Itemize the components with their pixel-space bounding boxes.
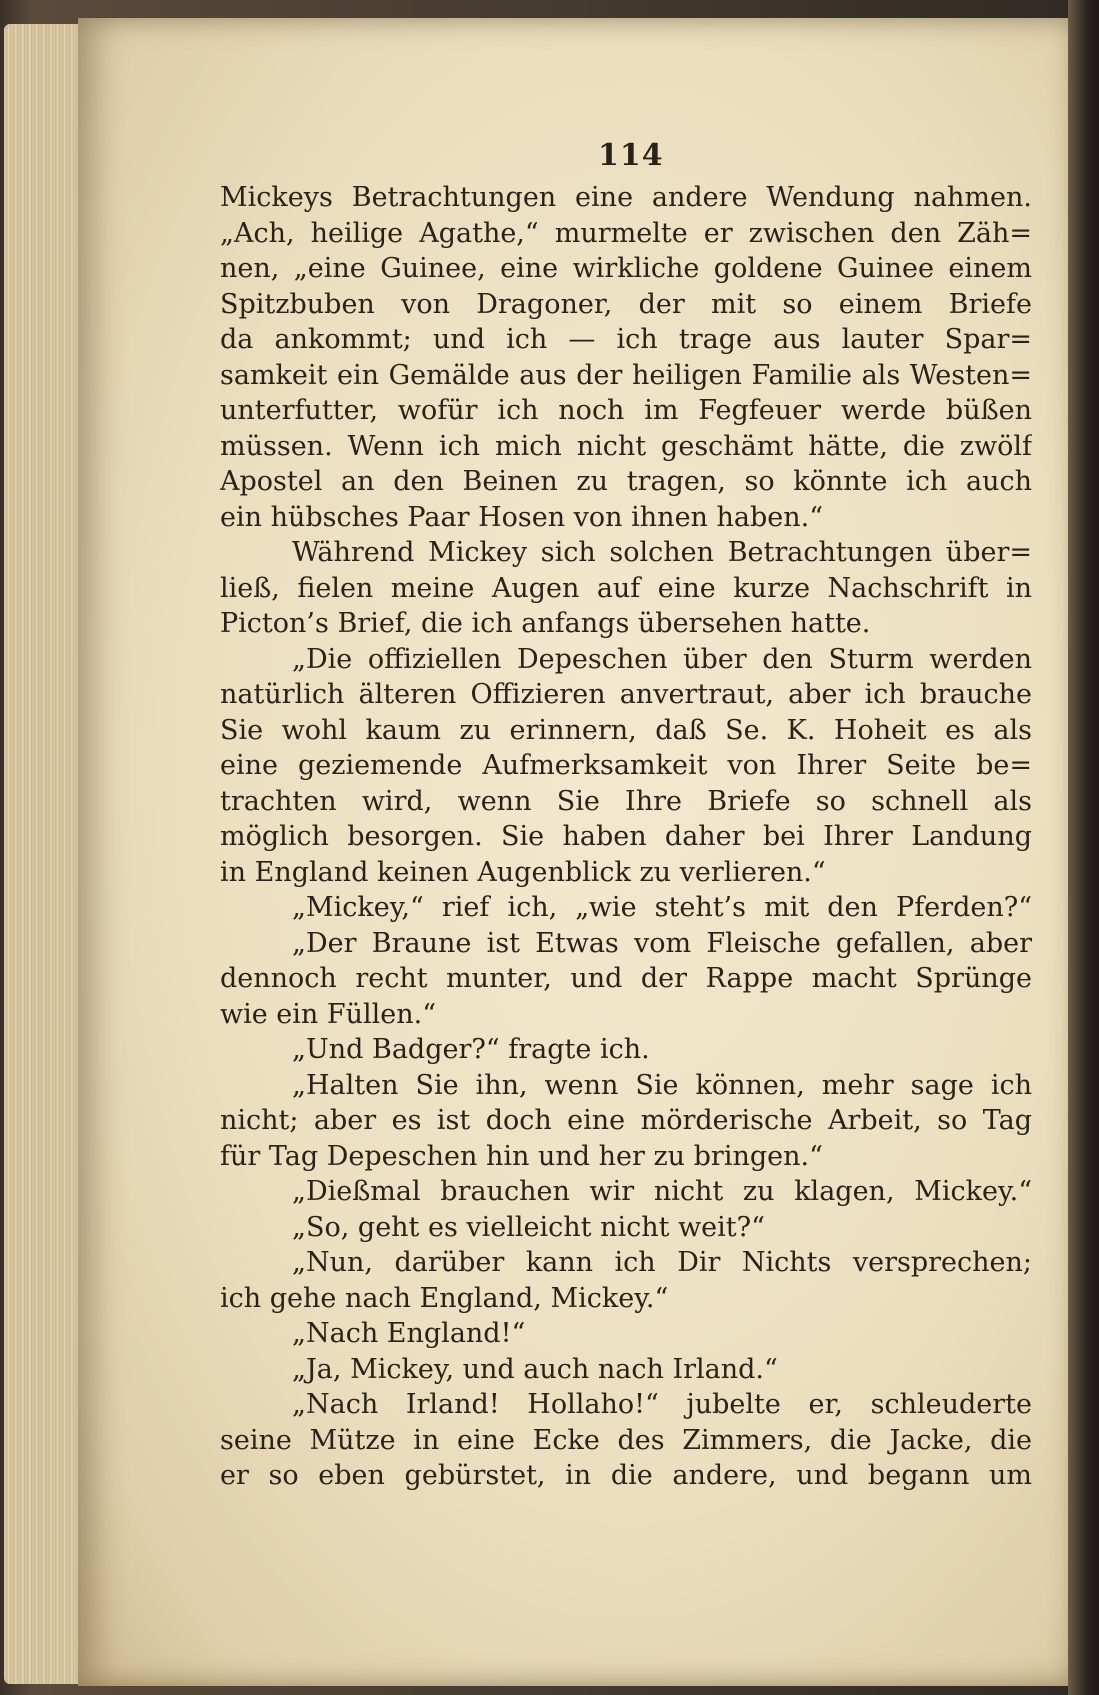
text-line: nicht; aber es ist doch eine mörderische Arbeit, so Tag [220, 1105, 1032, 1136]
body-text [220, 180, 1032, 1494]
text-line: „So, geht es vielleicht nicht weit?“ [292, 1211, 765, 1243]
text-line: für Tag Depeschen hin und her zu bringen.“ [220, 1140, 823, 1172]
page-number: 114 [598, 138, 664, 173]
text-line: Während Mickey sich solchen Betrachtungen über= [292, 537, 1032, 568]
text-line: unterfutter, wofür ich noch im Fegfeuer werde büßen [220, 395, 1032, 426]
text-line: trachten wird, wenn Sie Ihre Briefe so schnell als [220, 785, 1032, 817]
text-line: „Mickey,“ rief ich, „wie steht’s mit den Pferden?“ [292, 892, 1032, 923]
text-line: ließ, fielen meine Augen auf eine kurze Nachschrift in [220, 572, 1032, 604]
text-line: natürlich älteren Offizieren anvertraut, aber ich brauche [220, 679, 1032, 710]
text-line: Spitzbuben von Dragoner, der mit so einem Briefe [220, 288, 1032, 320]
text-line: „Nun, darüber kann ich Dir Nichts versprechen; [292, 1247, 1032, 1278]
text-line: nen, „eine Guinee, eine wirkliche goldene Guinee einem [220, 253, 1032, 284]
text-line: „Nach Irland! Hollaho!“ jubelte er, schleuderte [292, 1389, 1032, 1420]
text-line: dennoch recht munter, und der Rappe macht Sprünge [220, 963, 1032, 994]
text-line: möglich besorgen. Sie haben daher bei Ihrer Landung [220, 821, 1032, 852]
text-line: Sie wohl kaum zu erinnern, daß Se. K. Hoheit es als [220, 714, 1032, 746]
text-line: ein hübsches Paar Hosen von ihnen haben.“ [220, 501, 824, 533]
binding-shadow [1068, 0, 1099, 1695]
text-line: „Ach, heilige Agathe,“ murmelte er zwischen den Zäh= [220, 217, 1032, 249]
text-line: Mickeys Betrachtungen eine andere Wendung nahmen. [220, 182, 1032, 213]
text-line: wie ein Füllen.“ [220, 998, 437, 1030]
text-line: samkeit ein Gemälde aus der heiligen Familie als Westen= [220, 359, 1032, 391]
text-line: Picton’s Brief, die ich anfangs übersehen hatte. [220, 608, 871, 639]
text-line: Apostel an den Beinen zu tragen, so könnte ich auch [220, 466, 1032, 497]
text-line: „Und Badger?“ fragte ich. [292, 1034, 650, 1065]
text-line: seine Mütze in eine Ecke des Zimmers, die Jacke, die [220, 1424, 1032, 1456]
text-line: eine geziemende Aufmerksamkeit von Ihrer Seite be= [220, 750, 1032, 781]
text-line: „Halten Sie ihn, wenn Sie können, mehr sage ich [292, 1069, 1032, 1101]
text-line: ich gehe nach England, Mickey.“ [220, 1282, 669, 1314]
text-line: müssen. Wenn ich mich nicht geschämt hätte, die zwölf [220, 430, 1032, 462]
text-line: „Dießmal brauchen wir nicht zu klagen, Mickey.“ [292, 1176, 1032, 1207]
text-line: „Die offiziellen Depeschen über den Sturm werden [292, 643, 1032, 675]
text-line: da ankommt; und ich — ich trage aus lauter Spar= [220, 324, 1032, 355]
text-line: in England keinen Augenblick zu verlieren.“ [220, 856, 826, 888]
text-line: „Ja, Mickey, und auch nach Irland.“ [292, 1353, 778, 1385]
text-line: „Nach England!“ [292, 1318, 526, 1349]
text-line: „Der Braune ist Etwas vom Fleische gefallen, aber [292, 927, 1032, 959]
text-line: er so eben gebürstet, in die andere, und begann um [220, 1460, 1032, 1491]
